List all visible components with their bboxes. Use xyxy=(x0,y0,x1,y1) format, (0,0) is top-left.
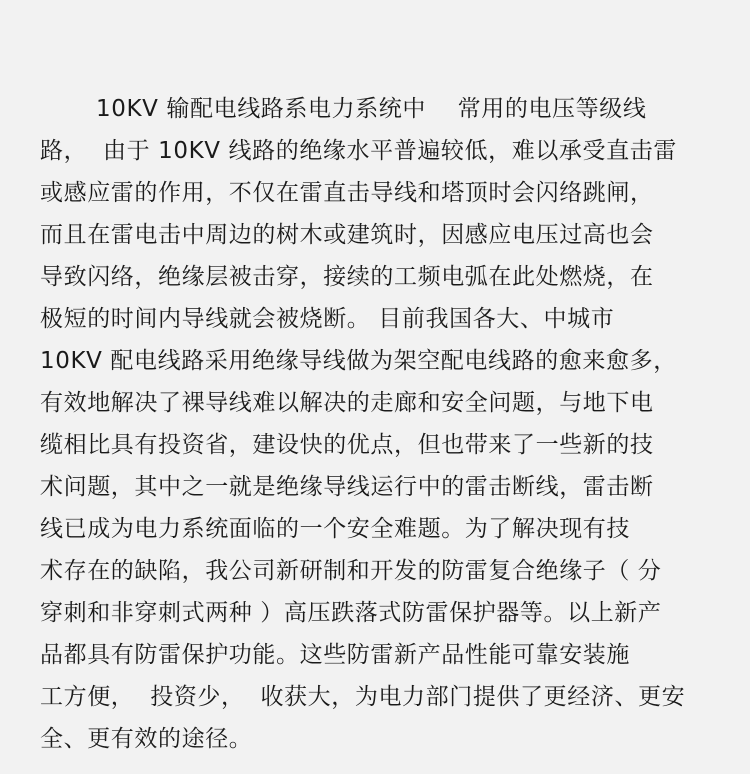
document-body xyxy=(0,90,750,760)
text-line-14: 品都具有防雷保护功能。这些防雷新产品性能可靠安装施 xyxy=(40,642,630,668)
text-line-6: 极短的时间内导线就会被烧断。 目前我国各大、中城市 xyxy=(40,306,615,332)
text-line-7: 10KV 配电线路采用绝缘导线做为架空配电线路的愈来愈多， xyxy=(40,348,677,374)
text-line-11: 线已成为电力系统面临的一个安全难题。为了解决现有技 xyxy=(40,516,630,542)
text-line-5: 导致闪络，绝缘层被击穿，接续的工频电弧在此处燃烧，在 xyxy=(40,264,654,290)
text-line-2: 路， 由于 10KV 线路的绝缘水平普遍较低，难以承受直击雷 xyxy=(40,138,677,164)
text-line-13: 穿刺和非穿刺式两种 ）高压跌落式防雷保护器等。以上新产 xyxy=(40,600,662,626)
text-line-12: 术存在的缺陷，我公司新研制和开发的防雷复合绝缘子（ 分 xyxy=(40,558,662,584)
text-line-16: 全、更有效的途径。 xyxy=(40,726,253,752)
text-line-3: 或感应雷的作用，不仅在雷直击导线和塔顶时会闪络跳闸， xyxy=(40,180,654,206)
text-line-15: 工方便， 投资少， 收获大，为电力部门提供了更经济、更安 xyxy=(40,684,686,710)
text-line-9: 缆相比具有投资省，建设快的优点，但也带来了一些新的技 xyxy=(40,432,654,458)
text-line-4: 而且在雷电击中周边的树木或建筑时，因感应电压过高也会 xyxy=(40,222,654,248)
text-line-1: 10KV 输配电线路系电力系统中 常用的电压等级线 xyxy=(96,96,647,122)
text-line-8: 有效地解决了裸导线难以解决的走廊和安全问题，与地下电 xyxy=(40,390,654,416)
text-line-10: 术问题，其中之一就是绝缘导线运行中的雷击断线，雷击断 xyxy=(40,474,654,500)
